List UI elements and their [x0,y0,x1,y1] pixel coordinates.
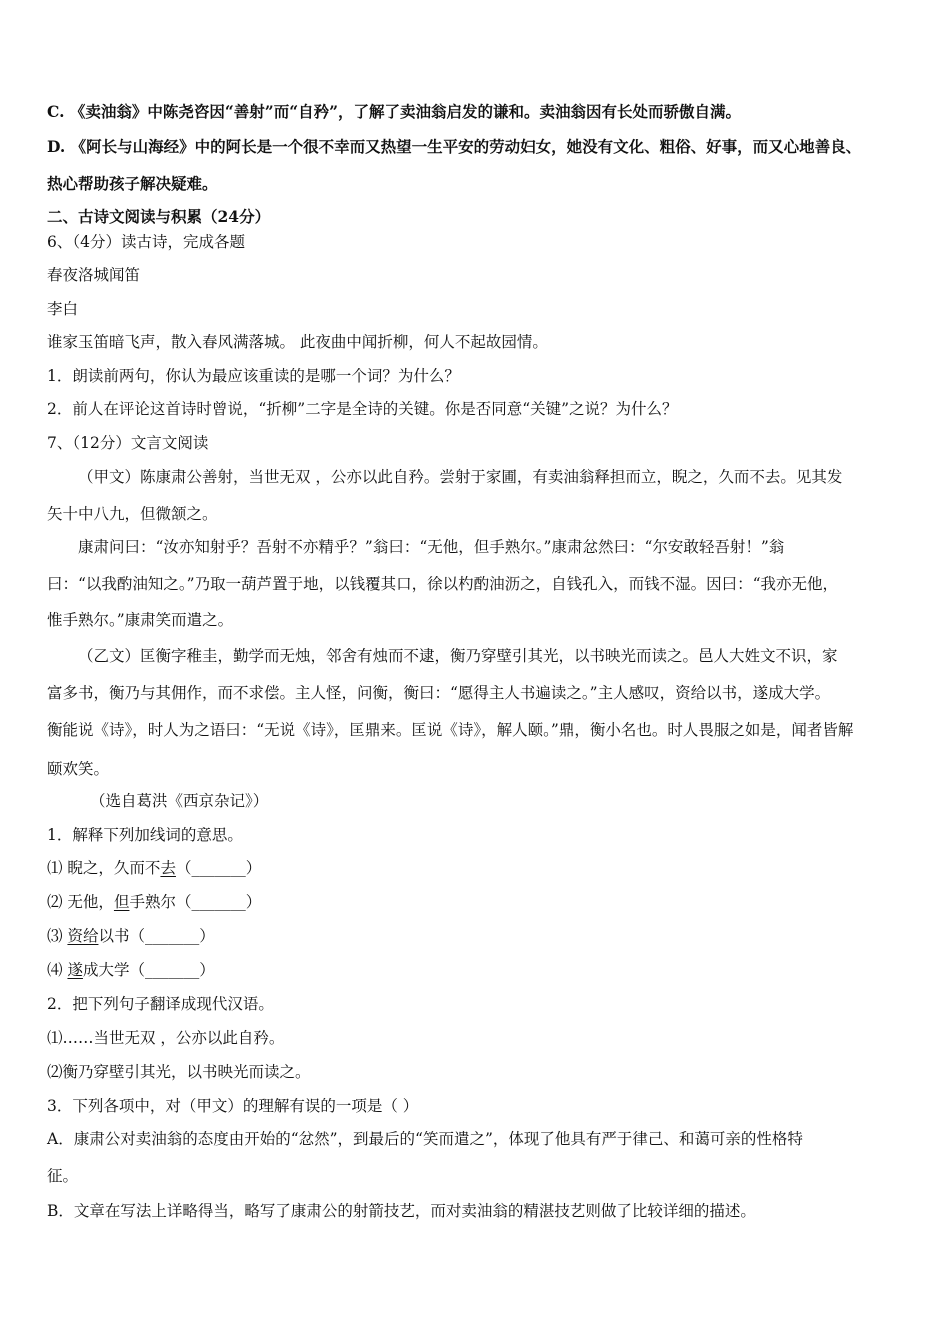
question-7-1-item-4 [47,960,910,980]
question-7-1: 1．解释下列加线词的意思。 [47,826,243,844]
item-2-blank: 手熟尔（_______） [129,893,262,911]
question-7-1-item-2 [47,892,910,912]
passage-a-line3: 康肃问曰：“汝亦知射乎？吾射不亦精乎？”翁曰：“无他，但手熟尔。”康肃忿然曰：“尔安敢轻吾射！”翁 [78,538,785,556]
passage-a-line2: 矢十中八九，但微颔之。 [47,505,218,523]
question-7-1-item-3 [47,926,910,946]
item-3-underlined-word: 资给 [67,927,99,945]
passage-a-line4: 曰：“以我酌油知之。”乃取一葫芦置于地，以钱覆其口，徐以杓酌油沥之，自钱孔入，而钱不湿。因曰：“我亦无他， [47,575,839,593]
poem-author: 李白 [47,300,79,318]
question-7-1-item-1 [47,858,910,878]
item-1-prefix: ⑴ 睨之，久而不 [47,859,161,877]
option-a-line1: A．康肃公对卖油翁的态度由开始的“忿然”，到最后的“笑而遣之”，体现了他具有严于律己、和蔼可亲的性格特 [47,1130,803,1148]
option-a-line2: 征。 [47,1167,79,1185]
question-7-heading: 7、（12分）文言文阅读 [47,434,209,452]
passage-a-line5: 惟手熟尔。”康肃笑而遣之。 [47,611,234,629]
question-6-1: 1．朗读前两句，你认为最应该重读的是哪一个词？为什么？ [47,367,460,385]
source-citation: （选自葛洪《西京杂记》） [90,792,269,810]
item-2-prefix: ⑵ 无他， [47,893,114,911]
question-7-3: 3．下列各项中，对（甲文）的理解有误的一项是（ ） [47,1097,419,1115]
poem-title: 春夜洛城闻笛 [47,266,141,284]
item-4-blank: 成大学（_______） [82,961,215,979]
question-7-2-item-1: ⑴……当世无双 ，公亦以此自矜。 [47,1029,285,1047]
passage-b-line3: 衡能说《诗》，时人为之语曰：“无说《诗》，匡鼎来。匡说《诗》，解人颐。”鼎，衡小名也。时人畏服之如是，闻者皆解 [47,721,854,739]
question-6-heading: 6、（4分）读古诗，完成各题 [47,233,245,251]
passage-a-line1: （甲文）陈康肃公善射，当世无双 ，公亦以此自矜。尝射于家圃，有卖油翁释担而立，睨之，久而不去。见其发 [78,468,843,486]
option-b: B．文章在写法上详略得当，略写了康肃公的射箭技艺，而对卖油翁的精湛技艺则做了比较详细的描述。 [47,1202,756,1220]
item-4-underlined-word: 遂 [67,961,83,979]
item-1-blank: （_______） [175,859,262,877]
passage-b-line1: （乙文）匡衡字稚圭，勤学而无烛，邻舍有烛而不逮，衡乃穿壁引其光，以书映光而读之。邑人大姓文不识，家 [78,647,838,665]
item-4-prefix: ⑷ [47,961,68,979]
item-3-blank: 以书（_______） [98,927,215,945]
question-7-2-item-2: ⑵衡乃穿壁引其光，以书映光而读之。 [47,1063,311,1081]
question-6-2: 2．前人在评论这首诗时曾说，“折柳”二字是全诗的关键。你是否同意“关键”之说？为什么？ [47,400,678,418]
question-7-2: 2．把下列句子翻译成现代汉语。 [47,995,274,1013]
item-2-underlined-word: 但 [113,893,130,911]
option-c: C. 《卖油翁》中陈尧咨因“善射”而“自矜”，了解了卖油翁启发的谦和。卖油翁因有长处而骄傲自满。 [47,102,742,121]
item-3-prefix: ⑶ [47,927,68,945]
poem-text: 谁家玉笛暗飞声，散入春风满落城。 此夜曲中闻折柳，何人不起故园情。 [47,333,548,351]
option-d-line2: 热心帮助孩子解决疑难。 [47,174,218,193]
passage-b-line2: 富多书，衡乃与其佣作，而不求偿。主人怪，问衡，衡曰：“愿得主人书遍读之。”主人感叹，资给以书，遂成大学。 [47,684,831,702]
item-1-underlined-word: 去 [160,859,176,877]
section-2-heading: 二、古诗文阅读与积累（24分） [47,207,271,226]
option-d-line1: D. 《阿长与山海经》中的阿长是一个很不幸而又热望一生平安的劳动妇女，她没有文化、粗俗、好事，而又心地善良、 [47,137,862,156]
passage-b-line4: 颐欢笑。 [47,760,110,778]
